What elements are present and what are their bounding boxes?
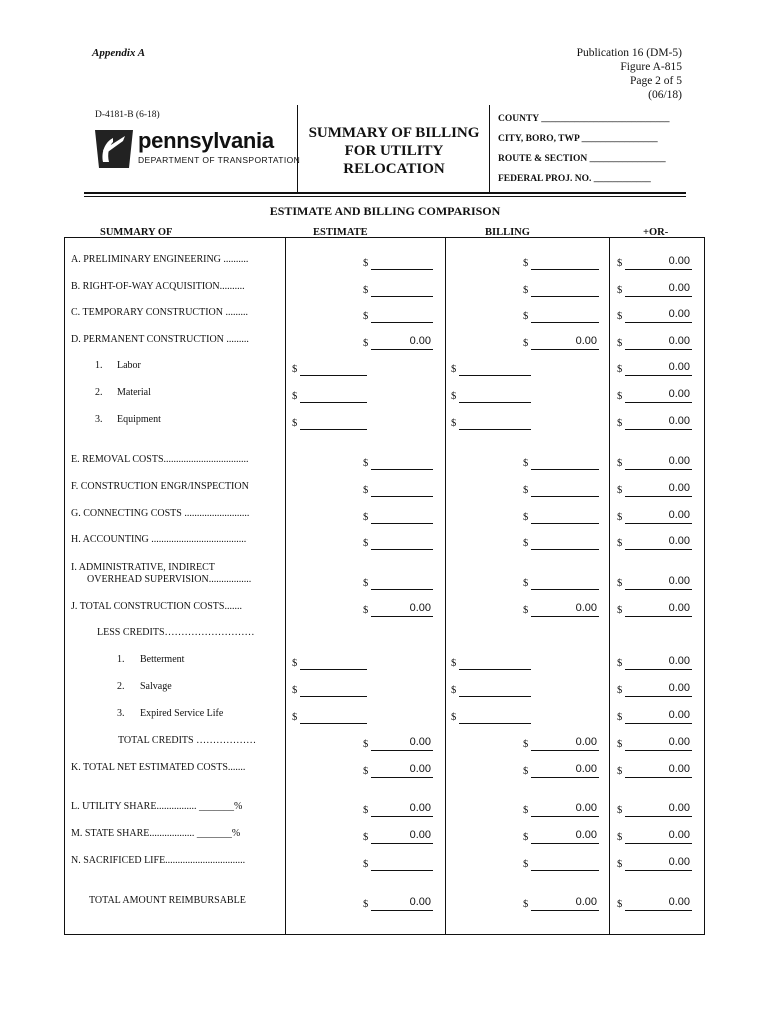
- currency-sign: $: [363, 578, 369, 589]
- blank-line: [300, 429, 367, 430]
- estimate-field[interactable]: [363, 534, 433, 550]
- blank-line: [531, 269, 599, 270]
- currency-sign: $: [617, 311, 623, 322]
- row-number: 3.: [95, 414, 103, 425]
- blank-line: [625, 496, 692, 497]
- blank-line: [371, 322, 433, 323]
- row-label: Betterment: [140, 654, 185, 665]
- blank-line: [371, 496, 433, 497]
- row-label: TOTAL AMOUNT REIMBURSABLE: [89, 895, 246, 906]
- amount-value: 0.00: [575, 763, 597, 775]
- billing-field[interactable]: [523, 307, 599, 323]
- row-label: N. SACRIFICED LIFE................................: [71, 855, 246, 866]
- blank-line: [625, 349, 692, 350]
- diff-field[interactable]: [617, 828, 692, 844]
- currency-sign: $: [617, 685, 623, 696]
- billing-field[interactable]: [523, 334, 599, 350]
- billing-field[interactable]: [523, 601, 599, 617]
- currency-sign: $: [451, 658, 457, 669]
- billing-field[interactable]: [523, 895, 599, 911]
- blank-line: [625, 750, 692, 751]
- subitem-estimate-field[interactable]: [292, 360, 367, 376]
- currency-sign: $: [617, 458, 623, 469]
- blank-line: [625, 616, 692, 617]
- blank-line: [625, 696, 692, 697]
- col-header-diff: +OR-: [643, 227, 669, 238]
- row-label: K. TOTAL NET ESTIMATED COSTS.......: [71, 762, 246, 773]
- row-number: 1.: [117, 654, 125, 665]
- penndot-logo: [93, 128, 301, 170]
- col-header-estimate: ESTIMATE: [313, 227, 368, 238]
- amount-value: 0.00: [668, 736, 690, 748]
- col-header-billing: BILLING: [485, 227, 530, 238]
- estimate-field[interactable]: [363, 454, 433, 470]
- less-credits-label: LESS CREDITS………………………: [97, 627, 255, 638]
- blank-line: [531, 777, 599, 778]
- amount-value: 0.00: [668, 335, 690, 347]
- estimate-field[interactable]: [363, 508, 433, 524]
- row-label: Labor: [117, 360, 141, 371]
- subitem-billing-field[interactable]: [451, 708, 531, 724]
- section-title: ESTIMATE AND BILLING COMPARISON: [269, 204, 501, 218]
- diff-field[interactable]: [617, 601, 692, 617]
- blank-line: [625, 549, 692, 550]
- amount-value: 0.00: [409, 335, 431, 347]
- currency-sign: $: [292, 685, 298, 696]
- form-title: [300, 124, 488, 178]
- row-label: Salvage: [140, 681, 172, 692]
- currency-sign: $: [363, 605, 369, 616]
- table-divider-1: [285, 237, 286, 935]
- amount-value: 0.00: [409, 602, 431, 614]
- currency-sign: $: [617, 538, 623, 549]
- currency-sign: $: [617, 485, 623, 496]
- billing-field[interactable]: [523, 281, 599, 297]
- currency-sign: $: [523, 766, 529, 777]
- currency-sign: $: [523, 899, 529, 910]
- amount-value: 0.00: [668, 575, 690, 587]
- currency-sign: $: [523, 805, 529, 816]
- amount-value: 0.00: [668, 282, 690, 294]
- keystone-icon: [93, 128, 135, 170]
- amount-value: 0.00: [575, 802, 597, 814]
- amount-value: 0.00: [668, 856, 690, 868]
- row-label: L. UTILITY SHARE................ _______%: [71, 801, 243, 812]
- row-label: M. STATE SHARE.................. _______%: [71, 828, 241, 839]
- blank-line: [625, 816, 692, 817]
- blank-line: [625, 843, 692, 844]
- blank-line: [371, 910, 433, 911]
- currency-sign: $: [363, 512, 369, 523]
- diff-field[interactable]: [617, 508, 692, 524]
- blank-line: [371, 469, 433, 470]
- currency-sign: $: [363, 538, 369, 549]
- diff-field[interactable]: [617, 307, 692, 323]
- blank-line: [625, 429, 692, 430]
- title-line-3: RELOCATION: [343, 161, 445, 177]
- blank-line: [625, 870, 692, 871]
- amount-value: 0.00: [409, 763, 431, 775]
- diff-field[interactable]: [617, 454, 692, 470]
- amount-value: 0.00: [668, 509, 690, 521]
- diff-field[interactable]: [617, 534, 692, 550]
- currency-sign: $: [617, 805, 623, 816]
- estimate-field[interactable]: [363, 762, 433, 778]
- row-label: D. PERMANENT CONSTRUCTION .........: [71, 334, 249, 345]
- currency-sign: $: [617, 859, 623, 870]
- estimate-field[interactable]: [363, 601, 433, 617]
- currency-sign: $: [523, 285, 529, 296]
- currency-sign: $: [523, 485, 529, 496]
- blank-line: [625, 910, 692, 911]
- diff-field[interactable]: [617, 254, 692, 270]
- blank-line: [625, 269, 692, 270]
- currency-sign: $: [617, 739, 623, 750]
- blank-line: [625, 523, 692, 524]
- logo-wordmark: pennsylvania: [138, 128, 274, 153]
- currency-sign: $: [523, 538, 529, 549]
- currency-sign: $: [617, 899, 623, 910]
- blank-line: [625, 322, 692, 323]
- blank-line: [371, 269, 433, 270]
- blank-line: [531, 750, 599, 751]
- row-label: G. CONNECTING COSTS ..........................: [71, 508, 250, 519]
- diff-field[interactable]: [617, 414, 692, 430]
- blank-line: [625, 589, 692, 590]
- blank-line: [531, 469, 599, 470]
- figure-number: Figure A-815: [620, 61, 682, 73]
- row-label: Expired Service Life: [140, 708, 224, 719]
- amount-value: 0.00: [668, 415, 690, 427]
- estimate-field[interactable]: [363, 481, 433, 497]
- currency-sign: $: [523, 311, 529, 322]
- currency-sign: $: [292, 658, 298, 669]
- currency-sign: $: [363, 832, 369, 843]
- currency-sign: $: [617, 285, 623, 296]
- blank-line: [625, 469, 692, 470]
- estimate-field[interactable]: [363, 855, 433, 871]
- row-label: C. TEMPORARY CONSTRUCTION .........: [71, 307, 248, 318]
- diff-field[interactable]: [617, 801, 692, 817]
- amount-value: 0.00: [409, 829, 431, 841]
- billing-field[interactable]: [523, 254, 599, 270]
- billing-field[interactable]: [523, 735, 599, 751]
- currency-sign: $: [363, 258, 369, 269]
- blank-line: [371, 870, 433, 871]
- billing-field[interactable]: [523, 508, 599, 524]
- row-label: Equipment: [117, 414, 161, 425]
- amount-value: 0.00: [668, 388, 690, 400]
- estimate-field[interactable]: [363, 307, 433, 323]
- subitem-billing-field[interactable]: [451, 654, 531, 670]
- blank-line: [459, 402, 531, 403]
- county-field[interactable]: COUNTY ___________________________: [498, 114, 670, 124]
- blank-line: [531, 349, 599, 350]
- diff-field[interactable]: [617, 654, 692, 670]
- currency-sign: $: [523, 458, 529, 469]
- blank-line: [625, 669, 692, 670]
- blank-line: [531, 616, 599, 617]
- row-label: TOTAL CREDITS ………………: [118, 735, 257, 746]
- amount-value: 0.00: [668, 763, 690, 775]
- blank-line: [531, 496, 599, 497]
- blank-line: [371, 750, 433, 751]
- row-label: A. PRELIMINARY ENGINEERING ..........: [71, 254, 249, 265]
- row-label: F. CONSTRUCTION ENGR/INSPECTION: [71, 481, 249, 492]
- blank-line: [371, 523, 433, 524]
- row-number: 3.: [117, 708, 125, 719]
- title-line-2: FOR UTILITY: [344, 143, 444, 159]
- estimate-field[interactable]: [363, 574, 433, 590]
- blank-line: [625, 723, 692, 724]
- blank-line: [625, 296, 692, 297]
- blank-line: [300, 375, 367, 376]
- header-rule-bottom: [84, 196, 686, 197]
- currency-sign: $: [617, 658, 623, 669]
- diff-field[interactable]: [617, 681, 692, 697]
- blank-line: [625, 777, 692, 778]
- row-label: J. TOTAL CONSTRUCTION COSTS.......: [71, 601, 242, 612]
- currency-sign: $: [617, 418, 623, 429]
- amount-value: 0.00: [668, 802, 690, 814]
- header-divider-right: [489, 105, 490, 193]
- blank-line: [371, 843, 433, 844]
- blank-line: [531, 589, 599, 590]
- currency-sign: $: [617, 391, 623, 402]
- subitem-billing-field[interactable]: [451, 360, 531, 376]
- currency-sign: $: [523, 605, 529, 616]
- route-section-field[interactable]: ROUTE & SECTION ________________: [498, 154, 666, 164]
- estimate-field[interactable]: [363, 281, 433, 297]
- amount-value: 0.00: [575, 896, 597, 908]
- currency-sign: $: [617, 766, 623, 777]
- header-rule-top: [84, 192, 686, 194]
- blank-line: [531, 910, 599, 911]
- currency-sign: $: [523, 739, 529, 750]
- blank-line: [300, 669, 367, 670]
- blank-line: [371, 616, 433, 617]
- currency-sign: $: [617, 338, 623, 349]
- blank-line: [300, 696, 367, 697]
- currency-sign: $: [451, 712, 457, 723]
- amount-value: 0.00: [668, 308, 690, 320]
- logo-department: DEPARTMENT OF TRANSPORTATION: [138, 155, 301, 165]
- row-label: Material: [117, 387, 151, 398]
- diff-field[interactable]: [617, 762, 692, 778]
- estimate-field[interactable]: [363, 334, 433, 350]
- amount-value: 0.00: [575, 335, 597, 347]
- row-number: 2.: [95, 387, 103, 398]
- blank-line: [531, 322, 599, 323]
- federal-project-field[interactable]: FEDERAL PROJ. NO. ____________: [498, 174, 651, 184]
- currency-sign: $: [617, 258, 623, 269]
- currency-sign: $: [617, 578, 623, 589]
- billing-field[interactable]: [523, 801, 599, 817]
- currency-sign: $: [363, 766, 369, 777]
- amount-value: 0.00: [668, 829, 690, 841]
- row-number: 1.: [95, 360, 103, 371]
- currency-sign: $: [363, 458, 369, 469]
- amount-value: 0.00: [668, 602, 690, 614]
- currency-sign: $: [617, 712, 623, 723]
- currency-sign: $: [363, 285, 369, 296]
- row-label: I. ADMINISTRATIVE, INDIRECT: [71, 562, 215, 573]
- amount-value: 0.00: [575, 736, 597, 748]
- blank-line: [459, 375, 531, 376]
- currency-sign: $: [451, 391, 457, 402]
- diff-field[interactable]: [617, 481, 692, 497]
- billing-field[interactable]: [523, 762, 599, 778]
- currency-sign: $: [523, 512, 529, 523]
- subitem-estimate-field[interactable]: [292, 414, 367, 430]
- blank-line: [531, 549, 599, 550]
- blank-line: [371, 296, 433, 297]
- billing-field[interactable]: [523, 574, 599, 590]
- page-number: Page 2 of 5: [629, 75, 682, 87]
- currency-sign: $: [617, 605, 623, 616]
- billing-field[interactable]: [523, 454, 599, 470]
- diff-field[interactable]: [617, 360, 692, 376]
- diff-field[interactable]: [617, 281, 692, 297]
- blank-line: [531, 870, 599, 871]
- row-label: B. RIGHT-OF-WAY ACQUISITION..........: [71, 281, 245, 292]
- blank-line: [531, 843, 599, 844]
- currency-sign: $: [292, 712, 298, 723]
- currency-sign: $: [451, 418, 457, 429]
- amount-value: 0.00: [409, 802, 431, 814]
- billing-field[interactable]: [523, 828, 599, 844]
- currency-sign: $: [617, 512, 623, 523]
- amount-value: 0.00: [668, 482, 690, 494]
- currency-sign: $: [363, 899, 369, 910]
- row-label: E. REMOVAL COSTS..................................: [71, 454, 249, 465]
- row-label-line2: OVERHEAD SUPERVISION.................: [87, 574, 252, 585]
- diff-field[interactable]: [617, 735, 692, 751]
- currency-sign: $: [451, 364, 457, 375]
- blank-line: [371, 549, 433, 550]
- city-boro-twp-field[interactable]: CITY, BORO, TWP ________________: [498, 134, 658, 144]
- currency-sign: $: [523, 338, 529, 349]
- title-line-1: SUMMARY OF BILLING: [308, 125, 480, 141]
- row-number: 2.: [117, 681, 125, 692]
- diff-field[interactable]: [617, 895, 692, 911]
- currency-sign: $: [363, 338, 369, 349]
- estimate-field[interactable]: [363, 254, 433, 270]
- currency-sign: $: [523, 859, 529, 870]
- currency-sign: $: [617, 832, 623, 843]
- currency-sign: $: [363, 485, 369, 496]
- blank-line: [459, 429, 531, 430]
- publication-number: Publication 16 (DM-5): [576, 47, 682, 59]
- blank-line: [371, 589, 433, 590]
- estimate-field[interactable]: [363, 828, 433, 844]
- blank-line: [300, 402, 367, 403]
- currency-sign: $: [451, 685, 457, 696]
- currency-sign: $: [523, 258, 529, 269]
- col-header-summary: SUMMARY OF: [100, 227, 173, 238]
- subitem-billing-field[interactable]: [451, 387, 531, 403]
- diff-field[interactable]: [617, 855, 692, 871]
- amount-value: 0.00: [668, 682, 690, 694]
- currency-sign: $: [523, 832, 529, 843]
- currency-sign: $: [292, 391, 298, 402]
- appendix-label: Appendix A: [92, 47, 146, 59]
- row-label: H. ACCOUNTING ......................................: [71, 534, 247, 545]
- blank-line: [371, 349, 433, 350]
- amount-value: 0.00: [668, 655, 690, 667]
- diff-field[interactable]: [617, 334, 692, 350]
- amount-value: 0.00: [668, 255, 690, 267]
- header-divider-left: [297, 105, 298, 193]
- amount-value: 0.00: [409, 736, 431, 748]
- amount-value: 0.00: [668, 535, 690, 547]
- blank-line: [459, 696, 531, 697]
- currency-sign: $: [292, 418, 298, 429]
- subitem-estimate-field[interactable]: [292, 654, 367, 670]
- blank-line: [459, 723, 531, 724]
- blank-line: [531, 523, 599, 524]
- billing-field[interactable]: [523, 534, 599, 550]
- diff-field[interactable]: [617, 387, 692, 403]
- subitem-billing-field[interactable]: [451, 681, 531, 697]
- estimate-field[interactable]: [363, 895, 433, 911]
- currency-sign: $: [363, 805, 369, 816]
- blank-line: [531, 816, 599, 817]
- billing-field[interactable]: [523, 855, 599, 871]
- blank-line: [625, 402, 692, 403]
- amount-value: 0.00: [668, 455, 690, 467]
- table-divider-3: [609, 237, 610, 935]
- subitem-estimate-field[interactable]: [292, 387, 367, 403]
- currency-sign: $: [523, 578, 529, 589]
- blank-line: [531, 296, 599, 297]
- amount-value: 0.00: [575, 829, 597, 841]
- publication-info: [577, 46, 682, 102]
- subitem-estimate-field[interactable]: [292, 708, 367, 724]
- currency-sign: $: [292, 364, 298, 375]
- form-number: D-4181-B (6-18): [95, 110, 160, 120]
- billing-field[interactable]: [523, 481, 599, 497]
- subitem-billing-field[interactable]: [451, 414, 531, 430]
- subitem-estimate-field[interactable]: [292, 681, 367, 697]
- estimate-field[interactable]: [363, 735, 433, 751]
- blank-line: [459, 669, 531, 670]
- blank-line: [300, 723, 367, 724]
- blank-line: [371, 816, 433, 817]
- estimate-field[interactable]: [363, 801, 433, 817]
- blank-line: [625, 375, 692, 376]
- amount-value: 0.00: [668, 709, 690, 721]
- currency-sign: $: [617, 364, 623, 375]
- currency-sign: $: [363, 739, 369, 750]
- amount-value: 0.00: [668, 896, 690, 908]
- currency-sign: $: [363, 311, 369, 322]
- amount-value: 0.00: [575, 602, 597, 614]
- currency-sign: $: [363, 859, 369, 870]
- table-divider-2: [445, 237, 446, 935]
- amount-value: 0.00: [409, 896, 431, 908]
- diff-field[interactable]: [617, 574, 692, 590]
- revision-date: (06/18): [648, 89, 682, 101]
- blank-line: [371, 777, 433, 778]
- diff-field[interactable]: [617, 708, 692, 724]
- amount-value: 0.00: [668, 361, 690, 373]
